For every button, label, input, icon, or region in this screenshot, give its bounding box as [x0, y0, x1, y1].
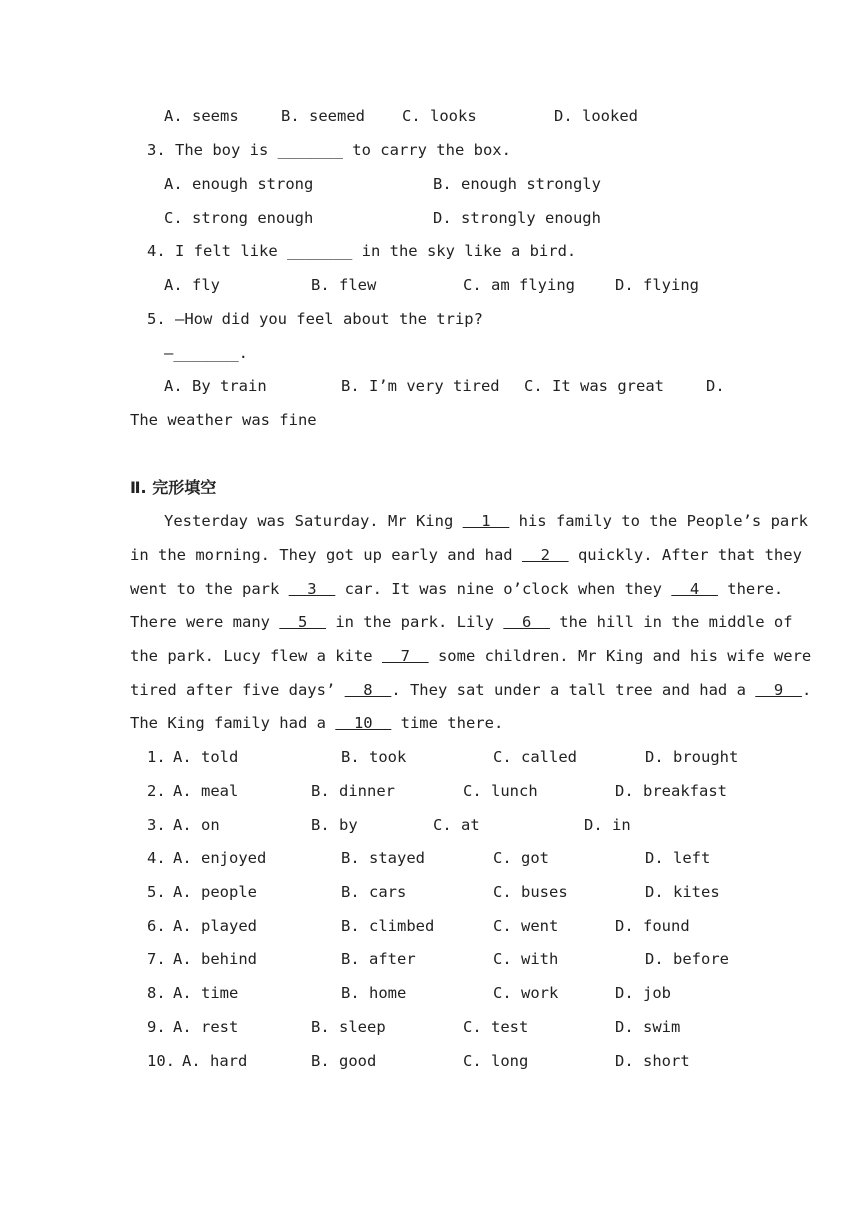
q4-option-b: B. flew: [311, 276, 377, 294]
blank-7: 7: [381, 647, 429, 665]
blank-6: 6: [503, 613, 550, 631]
answer-option-d: D. in: [584, 816, 631, 834]
blank-8: 8: [344, 681, 392, 699]
answer-option-b: B. by: [311, 816, 358, 834]
answer-option-a: A. on: [173, 816, 220, 834]
q4-stem: 4. I felt like _______ in the sky like a bird.: [147, 242, 577, 260]
answer-option-b: B. good: [311, 1052, 377, 1070]
answer-number: 8.: [147, 984, 166, 1002]
answer-option-a: A. behind: [173, 950, 257, 968]
q5-option-d: D.: [706, 377, 725, 395]
q5-option-a: A. By train: [164, 377, 267, 395]
answer-option-a: A. time: [173, 984, 239, 1002]
answer-number: 10.: [147, 1052, 175, 1070]
answer-option-a: A. meal: [173, 782, 239, 800]
q3-option-a: A. enough strong: [164, 175, 314, 193]
answer-option-a: A. enjoyed: [173, 849, 267, 867]
blank-10: 10: [335, 714, 392, 732]
answer-option-c: C. at: [433, 816, 480, 834]
answer-option-d: D. kites: [645, 883, 720, 901]
answer-option-c: C. lunch: [463, 782, 538, 800]
answer-option-b: B. stayed: [341, 849, 425, 867]
answer-option-d: D. before: [645, 950, 729, 968]
q2-option-a: A. seems: [164, 107, 239, 125]
passage-line: tired after five days’ 8 . They sat under a tall tree and had a 9 .: [130, 681, 812, 699]
passage-line: The King family had a 10 time there.: [130, 714, 504, 732]
blank-2: 2: [521, 546, 569, 564]
answer-option-c: C. got: [493, 849, 549, 867]
blank-1: 1: [462, 512, 510, 530]
q3-option-b: B. enough strongly: [433, 175, 601, 193]
answer-option-c: C. went: [493, 917, 559, 935]
q5-stem: 5. —How did you feel about the trip?: [147, 310, 483, 328]
passage-line: the park. Lucy flew a kite 7 some children. Mr King and his wife were: [130, 647, 812, 665]
passage-line: Yesterday was Saturday. Mr King 1 his family to the People’s park: [164, 512, 808, 530]
answer-option-d: D. brought: [645, 748, 739, 766]
q2-option-b: B. seemed: [281, 107, 365, 125]
q4-option-d: D. flying: [615, 276, 699, 294]
answer-option-b: B. climbed: [341, 917, 435, 935]
q5-option-c: C. It was great: [524, 377, 664, 395]
answer-number: 2.: [147, 782, 166, 800]
answer-option-b: B. took: [341, 748, 407, 766]
answer-option-a: A. played: [173, 917, 257, 935]
q2-option-d: D. looked: [554, 107, 638, 125]
answer-number: 6.: [147, 917, 166, 935]
q4-option-a: A. fly: [164, 276, 220, 294]
answer-option-b: B. home: [341, 984, 407, 1002]
answer-number: 5.: [147, 883, 166, 901]
answer-number: 4.: [147, 849, 166, 867]
q3-option-c: C. strong enough: [164, 209, 314, 227]
answer-option-c: C. with: [493, 950, 559, 968]
answer-option-b: B. cars: [341, 883, 407, 901]
passage-line: went to the park 3 car. It was nine o’clock when they 4 there.: [130, 580, 784, 598]
q5-reply: —_______.: [164, 344, 248, 362]
q3-option-d: D. strongly enough: [433, 209, 601, 227]
q5-option-b: B. I’m very tired: [341, 377, 500, 395]
answer-option-b: B. after: [341, 950, 416, 968]
q3-stem: 3. The boy is _______ to carry the box.: [147, 141, 511, 159]
blank-5: 5: [279, 613, 326, 631]
answer-option-a: A. hard: [182, 1052, 248, 1070]
answer-option-d: D. short: [615, 1052, 690, 1070]
blank-4: 4: [671, 580, 718, 598]
answer-option-c: C. buses: [493, 883, 568, 901]
answer-option-d: D. left: [645, 849, 711, 867]
blank-3: 3: [288, 580, 336, 598]
section-heading: Ⅱ. 完形填空: [130, 478, 217, 497]
passage-line: in the morning. They got up early and had 2 quickly. After that they: [130, 546, 802, 564]
answer-option-a: A. people: [173, 883, 257, 901]
answer-option-c: C. test: [463, 1018, 529, 1036]
answer-option-c: C. called: [493, 748, 577, 766]
answer-number: 3.: [147, 816, 166, 834]
answer-option-d: D. breakfast: [615, 782, 727, 800]
passage-line: There were many 5 in the park. Lily 6 the hill in the middle of: [130, 613, 793, 631]
answer-number: 7.: [147, 950, 166, 968]
answer-option-d: D. swim: [615, 1018, 681, 1036]
blank-9: 9: [755, 681, 802, 699]
answer-option-b: B. sleep: [311, 1018, 386, 1036]
q5-option-d-text: The weather was fine: [130, 411, 317, 429]
answer-option-d: D. found: [615, 917, 690, 935]
answer-option-b: B. dinner: [311, 782, 395, 800]
answer-number: 9.: [147, 1018, 166, 1036]
answer-option-a: A. rest: [173, 1018, 239, 1036]
answer-option-c: C. work: [493, 984, 559, 1002]
q4-option-c: C. am flying: [463, 276, 575, 294]
answer-option-d: D. job: [615, 984, 671, 1002]
answer-option-a: A. told: [173, 748, 239, 766]
q2-option-c: C. looks: [402, 107, 477, 125]
answer-option-c: C. long: [463, 1052, 529, 1070]
answer-number: 1.: [147, 748, 166, 766]
